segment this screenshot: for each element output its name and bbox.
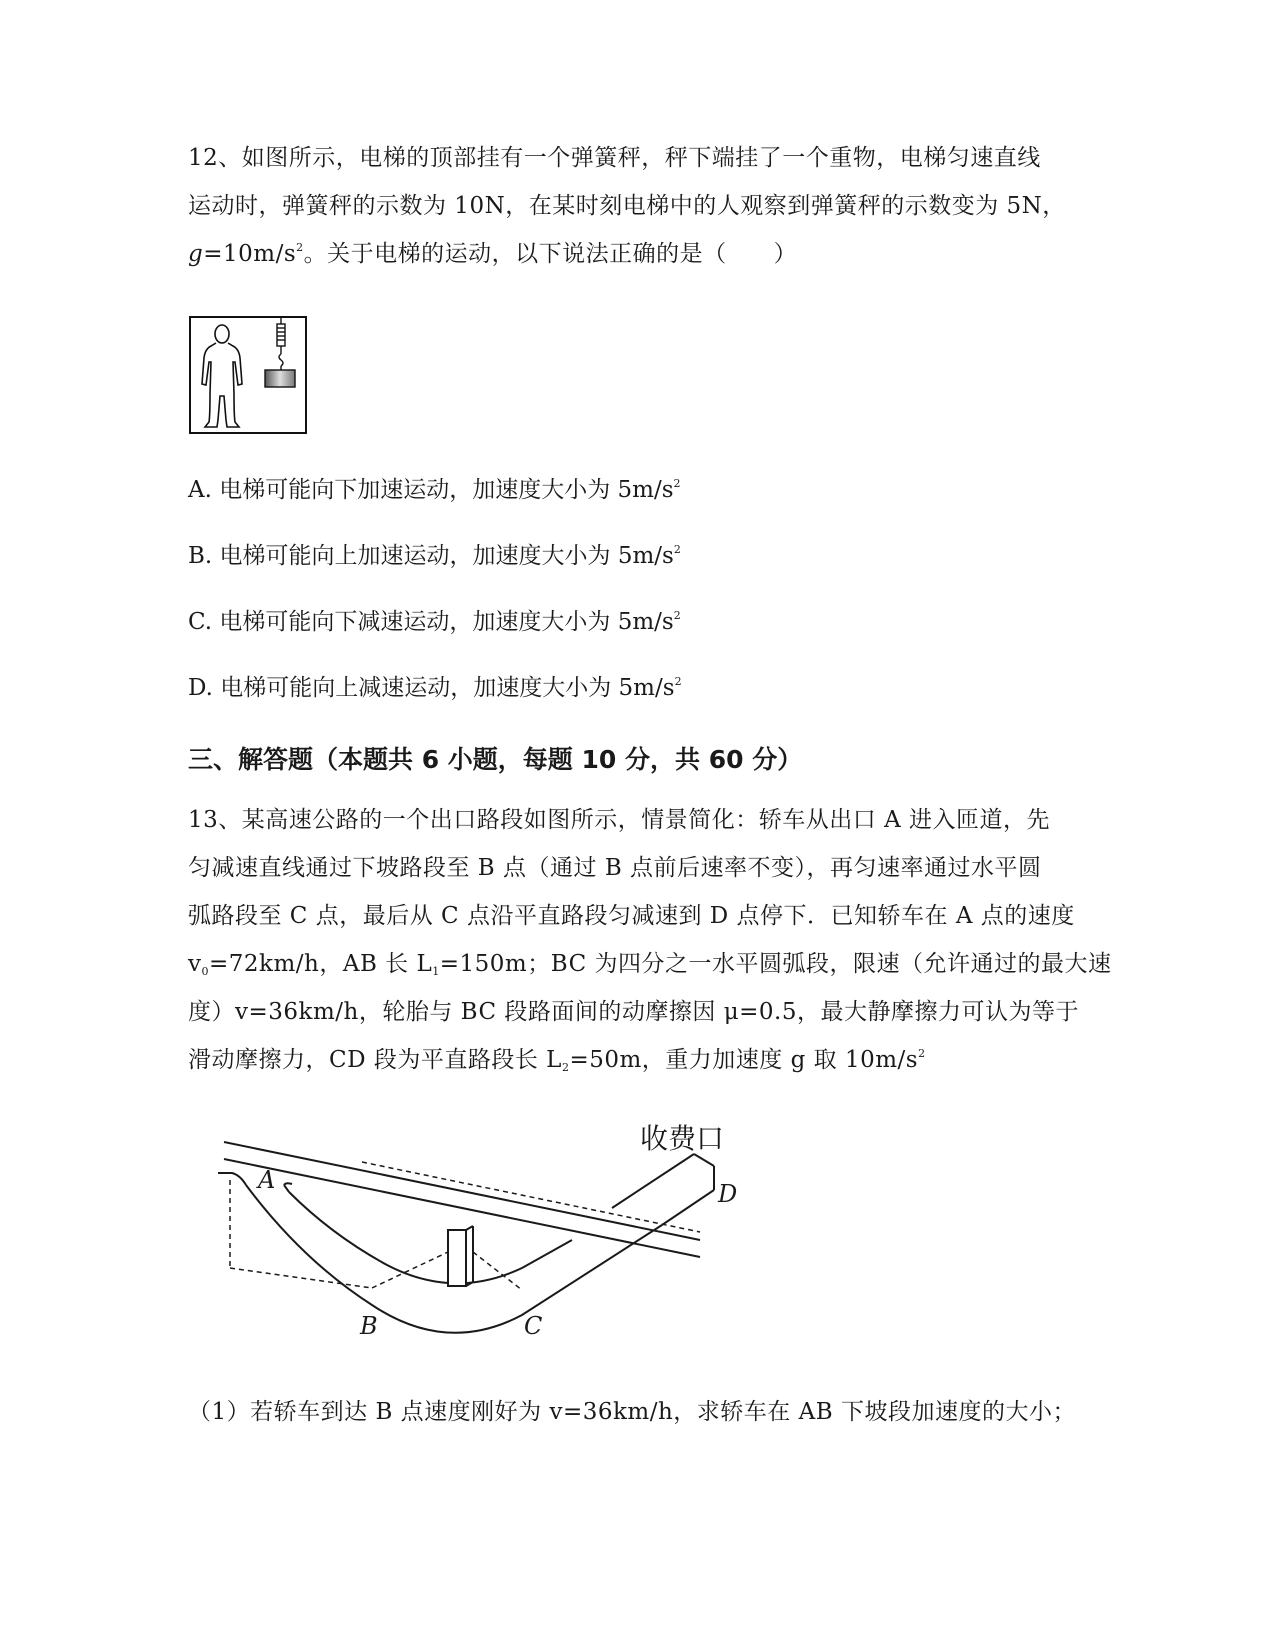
option-a-text: A. 电梯可能向下加速运动，加速度大小为 5m/s (188, 477, 674, 503)
q13-line-6-part-a: 滑动摩擦力，CD 段为平直路段长 L (188, 1047, 562, 1073)
q12-question-tail: 。关于电梯的运动，以下说法正确的是（ ） (303, 241, 798, 267)
option-c-text: C. 电梯可能向下减速运动，加速度大小为 5m/s (188, 609, 674, 635)
option-d-exponent: 2 (674, 675, 682, 688)
highway-exit-figure (222, 1122, 782, 1375)
q12-line-3 (188, 230, 1088, 278)
highway-edge-upper (224, 1142, 700, 1240)
q13-line-6 (188, 1036, 1088, 1084)
option-b-exponent: 2 (673, 543, 681, 556)
q13-l2-subscript: 2 (561, 1061, 570, 1074)
toll-road-end (694, 1154, 714, 1166)
ramp-start-cap (284, 1185, 289, 1192)
question-12-stem (188, 134, 1088, 278)
question-13-stem (188, 796, 1112, 1084)
q12-g-exponent: 2 (296, 241, 304, 254)
weight-block (265, 370, 295, 387)
q13-v-subscript: 0 (201, 965, 209, 978)
q13-line-3: 弧路段至 C 点，最后从 C 点沿平直路段匀减速到 D 点停下．已知轿车在 A 点的速度 (188, 903, 1075, 929)
section-3-heading: 三、解答题（本题共 6 小题，每题 10 分，共 60 分） (188, 745, 803, 774)
option-c-exponent: 2 (673, 609, 681, 622)
q12-line-2: 运动时，弹簧秤的示数为 10N，在某时刻电梯中的人观察到弹簧秤的示数变为 5N， (188, 193, 1066, 219)
option-b (188, 540, 681, 572)
q13-line-5: 度）v=36km/h，轮胎与 BC 段路面间的动摩擦因 μ=0.5，最大静摩擦力可认为等于 (188, 999, 1079, 1025)
ramp-start-curve (284, 1183, 292, 1185)
option-c (188, 606, 681, 638)
option-d (188, 672, 682, 704)
ground-edge (218, 1173, 246, 1185)
q13-line-2: 匀减速直线通过下坡路段至 B 点（通过 B 点前后速率不变），再匀速率通过水平圆 (188, 855, 1042, 881)
q13-g-exponent: 2 (918, 1047, 926, 1060)
toll-road-edge-upper (612, 1154, 694, 1208)
q12-line-1: 12、如图所示，电梯的顶部挂有一个弹簧秤，秤下端挂了一个重物，电梯匀速直线 (188, 145, 1041, 171)
q12-g-symbol: g (188, 241, 204, 267)
q13-l1-subscript: 1 (432, 965, 440, 978)
q13-line-4 (188, 940, 1112, 988)
pillar-top-edge (466, 1226, 473, 1230)
point-d-label: D (718, 1180, 738, 1208)
point-b-label: B (360, 1312, 378, 1340)
point-a-label: A (258, 1166, 276, 1194)
toll-gate-label: 收费口 (640, 1122, 725, 1155)
bridge-pillar (448, 1230, 466, 1286)
option-d-text: D. 电梯可能向上减速运动，加速度大小为 5m/s (188, 675, 675, 701)
q13-line-4-part-b: =72km/h，AB 长 L (209, 951, 433, 977)
q13-subquestion-1: （1）若轿车到达 B 点速度刚好为 v=36km/h，求轿车在 AB 下坡段加速度的大小； (188, 1399, 1076, 1425)
q13-v-symbol: v (188, 951, 202, 977)
dashed-ground-left (230, 1268, 372, 1288)
option-a-exponent: 2 (673, 477, 681, 490)
option-a (188, 474, 681, 506)
q12-g-value: =10m/s (203, 241, 297, 267)
point-c-label: C (524, 1312, 543, 1340)
q13-line-1: 13、某高速公路的一个出口路段如图所示，情景简化：轿车从出口 A 进入匝道，先 (188, 807, 1050, 833)
elevator-figure (189, 316, 307, 434)
toll-road-edge-lower (662, 1190, 714, 1225)
q13-line-4-part-c: =150m；BC 为四分之一水平圆弧段，限速（允许通过的最大速 (439, 951, 1112, 977)
option-b-text: B. 电梯可能向上加速运动，加速度大小为 5m/s (188, 543, 674, 569)
q13-line-6-part-b: =50m，重力加速度 g 取 10m/s (569, 1047, 919, 1073)
